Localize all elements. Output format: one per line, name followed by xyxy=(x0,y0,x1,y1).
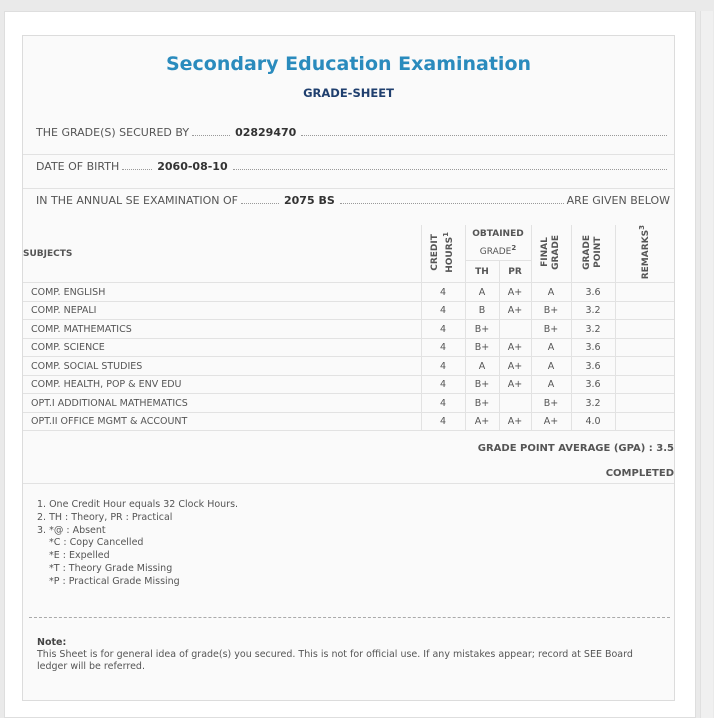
grade-point-cell: 3.6 xyxy=(571,338,615,357)
subject-cell: COMP. SCIENCE xyxy=(23,338,421,357)
credit-hours-cell: 4 xyxy=(421,320,465,339)
practical-grade-cell: A+ xyxy=(499,283,531,302)
grades-table xyxy=(23,225,674,431)
grade-point-cell: 3.6 xyxy=(571,375,615,394)
header-credit-hours: CREDIT HOURS$^1$ xyxy=(421,225,465,283)
table-row xyxy=(23,283,674,302)
final-grade-cell: A xyxy=(531,375,571,394)
subject-cell: OPT.I ADDITIONAL MATHEMATICS xyxy=(23,394,421,413)
footnotes xyxy=(37,499,238,589)
credit-hours-cell: 4 xyxy=(421,338,465,357)
exam-year: 2075 BS xyxy=(284,194,335,207)
footnote-item: 2. TH : Theory, PR : Practical xyxy=(37,511,173,523)
final-grade-cell: A xyxy=(531,283,571,302)
dob-line xyxy=(36,160,670,176)
subject-cell: COMP. HEALTH, POP & ENV EDU xyxy=(23,375,421,394)
header-subjects: SUBJECTS xyxy=(23,225,421,283)
grade-point-cell: 3.6 xyxy=(571,357,615,376)
practical-grade-cell: A+ xyxy=(499,412,531,431)
table-row xyxy=(23,375,674,394)
header-th: TH xyxy=(465,261,499,283)
final-grade-cell: A xyxy=(531,357,571,376)
practical-grade-cell: A+ xyxy=(499,375,531,394)
gpa-value: GRADE POINT AVERAGE (GPA) : 3.5 xyxy=(477,443,674,454)
final-grade-cell: B+ xyxy=(531,394,571,413)
credit-hours-cell: 4 xyxy=(421,375,465,394)
exam-line xyxy=(36,194,670,210)
page-scrollbar[interactable] xyxy=(700,11,713,718)
subject-cell: COMP. SOCIAL STUDIES xyxy=(23,357,421,376)
subject-cell: COMP. ENGLISH xyxy=(23,283,421,302)
note-title: Note: xyxy=(37,637,67,648)
theory-grade-cell: B xyxy=(465,301,499,320)
footnote-item: *T : Theory Grade Missing xyxy=(49,562,173,574)
theory-grade-cell: B+ xyxy=(465,375,499,394)
table-row xyxy=(23,394,674,413)
credit-hours-cell: 4 xyxy=(421,283,465,302)
dob-value: 2060-08-10 xyxy=(157,160,228,173)
credit-hours-cell: 4 xyxy=(421,394,465,413)
theory-grade-cell: A+ xyxy=(465,412,499,431)
grade-point-cell: 3.2 xyxy=(571,320,615,339)
footnote-item: *P : Practical Grade Missing xyxy=(49,575,180,587)
given-below-text: ARE GIVEN BELOW xyxy=(566,194,670,207)
subject-cell: COMP. NEPALI xyxy=(23,301,421,320)
grade-point-cell: 4.0 xyxy=(571,412,615,431)
remarks-cell xyxy=(615,375,674,394)
grade-point-cell: 3.2 xyxy=(571,394,615,413)
practical-grade-cell: A+ xyxy=(499,357,531,376)
secured-by-label: THE GRADE(S) SECURED BY xyxy=(36,126,190,139)
dob-label: DATE OF BIRTH xyxy=(36,160,120,173)
subject-cell: COMP. MATHEMATICS xyxy=(23,320,421,339)
remarks-cell xyxy=(615,357,674,376)
practical-grade-cell: A+ xyxy=(499,301,531,320)
header-remarks: REMARKS$^3$ xyxy=(615,225,674,283)
grade-sheet xyxy=(22,35,675,701)
symbol-number: 02829470 xyxy=(235,126,297,139)
credit-hours-cell: 4 xyxy=(421,301,465,320)
final-grade-cell: A xyxy=(531,338,571,357)
theory-grade-cell: A xyxy=(465,357,499,376)
table-row xyxy=(23,301,674,320)
remarks-cell xyxy=(615,320,674,339)
footnote-item: 3. *@ : Absent xyxy=(37,524,106,536)
exam-title: Secondary Education Examination xyxy=(165,53,532,75)
secured-by-line xyxy=(36,126,670,142)
header-pr: PR xyxy=(499,261,531,283)
exam-label: IN THE ANNUAL SE EXAMINATION OF xyxy=(36,194,238,207)
practical-grade-cell xyxy=(499,394,531,413)
remarks-cell xyxy=(615,394,674,413)
table-row xyxy=(23,338,674,357)
remarks-cell xyxy=(615,338,674,357)
table-row xyxy=(23,320,674,339)
grade-rows xyxy=(23,283,674,431)
footnote-item: *E : Expelled xyxy=(49,550,110,562)
page-frame xyxy=(4,11,696,718)
theory-grade-cell: A xyxy=(465,283,499,302)
footnote-item: 1. One Credit Hour equals 32 Clock Hours. xyxy=(37,499,239,510)
status-text: COMPLETED xyxy=(605,468,674,479)
grade-point-cell: 3.2 xyxy=(571,301,615,320)
table-row xyxy=(23,412,674,431)
final-grade-cell: A+ xyxy=(531,412,571,431)
theory-grade-cell: B+ xyxy=(465,394,499,413)
theory-grade-cell: B+ xyxy=(465,338,499,357)
remarks-cell xyxy=(615,412,674,431)
subject-cell: OPT.II OFFICE MGMT & ACCOUNT xyxy=(23,412,421,431)
credit-hours-cell: 4 xyxy=(421,412,465,431)
table-row xyxy=(23,357,674,376)
header-obtained-grade: OBTAINED GRADE$^2$ xyxy=(465,225,531,261)
note-text: This Sheet is for general idea of grade(s) you secured. This is not for official use. If any mistakes appear; record at SEE Board ledger will be referred. xyxy=(37,649,633,672)
header-final-grade: FINAL GRADE xyxy=(531,225,571,283)
final-grade-cell: B+ xyxy=(531,320,571,339)
grade-point-cell: 3.6 xyxy=(571,283,615,302)
remarks-cell xyxy=(615,301,674,320)
credit-hours-cell: 4 xyxy=(421,357,465,376)
practical-grade-cell xyxy=(499,320,531,339)
sheet-subtitle: GRADE-SHEET xyxy=(303,86,394,100)
footnote-item: *C : Copy Cancelled xyxy=(49,537,144,549)
divider xyxy=(29,617,670,618)
remarks-cell xyxy=(615,283,674,302)
final-grade-cell: B+ xyxy=(531,301,571,320)
theory-grade-cell: B+ xyxy=(465,320,499,339)
header-grade-point: GRADE POINT xyxy=(571,225,615,283)
practical-grade-cell: A+ xyxy=(499,338,531,357)
